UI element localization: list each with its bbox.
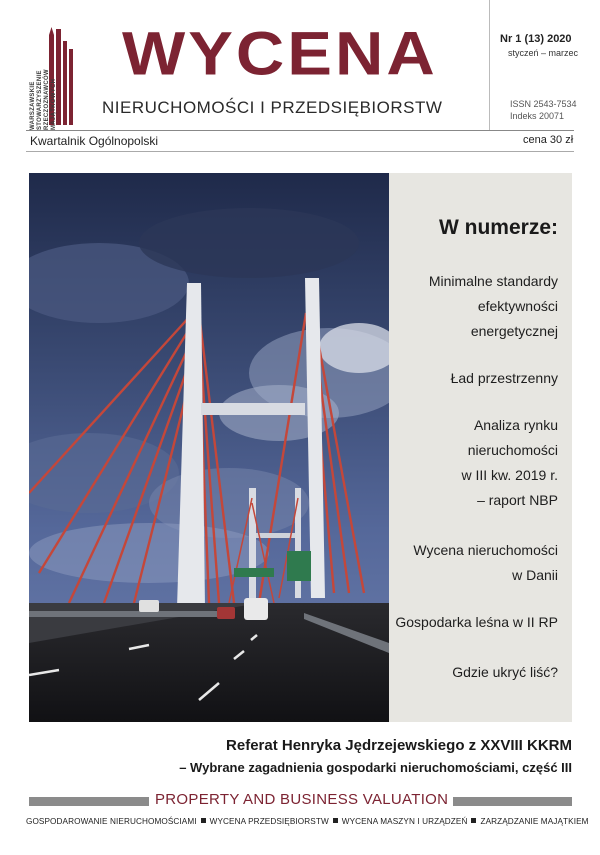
contents-item-nbp-report: Analiza rynku nieruchomości w III kw. 2019 r. – raport NBP <box>461 417 558 508</box>
contents-item-energy-standards: Minimalne standardy efektywności energetycznej <box>428 273 558 339</box>
header-rule <box>26 130 574 131</box>
issn: ISSN 2543-7534 <box>510 99 577 109</box>
contents-panel <box>389 173 572 722</box>
index-number: Indeks 20071 <box>510 111 565 121</box>
quarterly-label: Kwartalnik Ogólnopolski <box>30 134 159 148</box>
english-title: PROPERTY AND BUSINESS VALUATION <box>155 791 449 808</box>
section-item: WYCENA MASZYN I URZĄDZEŃ <box>341 817 468 826</box>
feature-article-title: Referat Henryka Jędrzejewskiego z XXVIII KKRM <box>226 737 572 754</box>
section-item: GOSPODAROWANIE NIERUCHOMOŚCIAMI <box>26 817 197 826</box>
header-divider <box>489 0 490 130</box>
issue-number: Nr 1 (13) 2020 <box>500 33 572 45</box>
section-item: WYCENA PRZEDSIĘBIORSTW <box>209 817 329 826</box>
footer-bar-right <box>453 797 572 806</box>
price-label: cena 30 zł <box>523 134 574 146</box>
logo-text: WARSZAWSKIE STOWARZYSZENIE RZECZOZNAWCÓW MAJĄTKOWYCH <box>30 69 57 130</box>
bullet-square-icon <box>201 818 206 823</box>
footer-bar-left <box>29 797 149 806</box>
feature-article-subtitle: – Wybrane zagadnienia gospodarki nieruchomościami, część III <box>179 760 572 775</box>
contents-item-forestry: Gospodarka leśna w II RP <box>395 614 558 630</box>
contents-item-hide-leaf: Gdzie ukryć liść? <box>452 664 558 680</box>
bullet-square-icon <box>333 818 338 823</box>
section-list <box>26 817 589 826</box>
subheader-rule <box>26 151 574 152</box>
contents-heading: W numerze: <box>438 216 558 239</box>
bullet-square-icon <box>471 818 476 823</box>
issue-months: styczeń – marzec <box>508 48 579 58</box>
magazine-subtitle: NIERUCHOMOŚCI I PRZEDSIĘBIORSTW <box>102 98 443 117</box>
contents-item-denmark-valuation: Wycena nieruchomości w Danii <box>413 542 558 583</box>
magazine-title: WYCENA <box>122 19 438 89</box>
section-item: ZARZĄDZANIE MAJĄTKIEM <box>480 817 589 826</box>
cover-photo-bridge <box>29 173 389 722</box>
contents-item-spatial-order: Ład przestrzenny <box>450 370 558 386</box>
